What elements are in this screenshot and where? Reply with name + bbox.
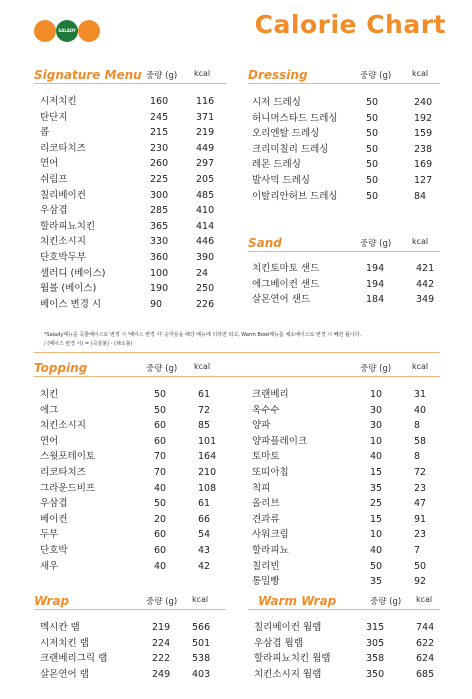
item-grams: 194	[366, 278, 385, 290]
menu-row	[40, 481, 226, 497]
item-name: 쉬림프	[40, 173, 68, 185]
logo-right-dot	[78, 20, 100, 42]
item-kcal: 421	[416, 263, 435, 274]
section-title: Topping	[34, 361, 88, 375]
item-grams: 230	[150, 142, 169, 154]
menu-row	[40, 110, 226, 126]
section-title: Wrap	[34, 594, 70, 608]
menu-row	[252, 465, 440, 481]
item-kcal: 47	[414, 498, 427, 510]
item-grams: 35	[370, 576, 383, 588]
item-grams: 50	[366, 190, 379, 202]
grams-header: 중량 (g)	[360, 364, 392, 374]
item-kcal: 297	[196, 158, 215, 170]
item-kcal: 159	[414, 128, 433, 140]
grams-header: 중량 (g)	[360, 71, 392, 81]
item-kcal: 8	[414, 451, 421, 463]
menu-row	[40, 234, 226, 250]
menu-row	[252, 574, 440, 590]
item-kcal: 164	[198, 451, 217, 463]
menu-row	[40, 559, 226, 575]
item-name: 리코타치즈	[40, 142, 86, 154]
item-grams: 365	[150, 220, 169, 232]
rows	[248, 620, 440, 682]
item-grams: 305	[366, 637, 385, 649]
menu-row	[252, 527, 440, 543]
menu-row	[40, 418, 226, 434]
menu-row	[40, 434, 226, 450]
item-grams: 90	[150, 298, 163, 310]
item-name: 치킨토마토 샌드	[252, 263, 320, 274]
item-kcal: 72	[414, 466, 427, 478]
item-kcal: 50	[414, 560, 427, 572]
menu-row	[254, 620, 440, 636]
item-name: 베이스 변경 시	[40, 298, 102, 310]
rows	[34, 94, 226, 312]
menu-row	[40, 496, 226, 512]
item-kcal: 24	[196, 267, 209, 279]
menu-row	[40, 297, 226, 313]
item-name: 시저치킨 랩	[40, 637, 89, 649]
item-kcal: 566	[192, 622, 211, 633]
signature-section	[34, 68, 226, 312]
menu-row	[40, 527, 226, 543]
kcal-header: kcal	[412, 362, 429, 371]
item-kcal: 23	[414, 529, 427, 541]
item-kcal: 449	[196, 142, 215, 154]
section-header	[248, 594, 440, 610]
item-name: 오리엔탈 드레싱	[252, 128, 320, 140]
item-name: 치킨소시지	[40, 420, 86, 432]
item-grams: 15	[370, 466, 383, 478]
menu-row	[252, 142, 440, 158]
menu-row	[252, 512, 440, 528]
menu-row	[252, 126, 440, 142]
item-kcal: 442	[416, 278, 435, 290]
item-name: 할라피뇨	[252, 544, 289, 556]
item-name: 에그베이컨 샌드	[252, 278, 320, 290]
menu-row	[252, 481, 440, 497]
item-grams: 249	[152, 668, 171, 680]
item-name: 올리브	[252, 498, 280, 510]
item-kcal: 219	[196, 127, 215, 139]
page-title: Calorie Chart	[254, 10, 446, 39]
item-grams: 40	[154, 560, 167, 572]
item-kcal: 238	[414, 143, 433, 155]
item-kcal: 40	[414, 404, 427, 416]
item-kcal: 192	[414, 112, 433, 124]
item-kcal: 58	[414, 435, 427, 447]
menu-row	[40, 172, 226, 188]
item-kcal: 240	[414, 97, 433, 108]
item-grams: 60	[154, 420, 167, 432]
wrap-section	[34, 594, 226, 682]
item-kcal: 250	[196, 283, 215, 295]
item-kcal: 54	[198, 529, 211, 541]
item-kcal: 61	[198, 389, 211, 400]
item-kcal: 538	[192, 653, 211, 665]
item-kcal: 85	[198, 420, 211, 432]
item-kcal: 685	[416, 668, 435, 680]
item-kcal: 446	[196, 236, 215, 248]
menu-row	[40, 512, 226, 528]
item-name: 샐러디 (베이스)	[40, 267, 106, 279]
sand-section	[248, 236, 440, 308]
menu-row	[40, 281, 226, 297]
menu-row	[40, 94, 226, 110]
item-kcal: 108	[198, 482, 217, 494]
item-name: 새우	[40, 560, 59, 572]
rows	[252, 387, 440, 590]
item-name: 치킨	[40, 389, 59, 400]
logo-left-dot	[34, 20, 56, 42]
item-name: 견과류	[252, 513, 280, 525]
menu-row	[252, 559, 440, 575]
item-grams: 285	[150, 205, 169, 217]
menu-row	[40, 449, 226, 465]
item-name: 칠리빈	[252, 560, 280, 572]
item-name: 콥	[40, 127, 50, 139]
item-grams: 70	[154, 451, 167, 463]
item-kcal: 43	[198, 544, 211, 556]
item-grams: 50	[370, 560, 383, 572]
menu-row	[40, 141, 226, 157]
note-line-1: *Salady메뉴를 곡물베이스로 변경 시 '베이스 변경 시' 숫자들을 해당 메뉴에 더하면 되고, Warm Bowl메뉴를 채소베이스로 변경 시 빼면 됩니다.	[44, 332, 362, 338]
item-name: 토마토	[252, 451, 280, 463]
item-name: 또띠아칩	[252, 466, 289, 478]
item-kcal: 91	[414, 513, 427, 525]
kcal-header: kcal	[194, 69, 211, 78]
item-kcal: 501	[192, 637, 211, 649]
menu-row	[252, 449, 440, 465]
menu-row	[40, 203, 226, 219]
item-name: 발사믹 드레싱	[252, 174, 311, 186]
note-line-2: / (베이스 변경 시) = (곡물볼) - (채소볼)	[44, 341, 133, 347]
rows	[248, 95, 440, 204]
grams-header: 중량 (g)	[146, 71, 178, 81]
item-grams: 194	[366, 263, 385, 274]
item-name: 단호박두부	[40, 251, 86, 263]
item-name: 사워크림	[252, 529, 289, 541]
menu-row	[40, 387, 226, 403]
menu-row	[40, 219, 226, 235]
item-name: 통밀빵	[252, 576, 280, 588]
item-name: 멕시칸 랩	[40, 622, 80, 633]
menu-row	[252, 418, 440, 434]
item-grams: 50	[366, 112, 379, 124]
item-name: 살몬연어 샌드	[252, 294, 311, 306]
item-kcal: 116	[196, 96, 215, 107]
item-grams: 60	[154, 529, 167, 541]
item-name: 스윗포테이토	[40, 451, 96, 463]
item-grams: 15	[370, 513, 383, 525]
kcal-header: kcal	[416, 595, 433, 604]
item-name: 두부	[40, 529, 59, 541]
item-grams: 50	[366, 143, 379, 155]
item-grams: 50	[366, 159, 379, 171]
item-kcal: 169	[414, 159, 433, 171]
section-title: Sand	[248, 236, 282, 250]
menu-row	[40, 188, 226, 204]
item-kcal: 622	[416, 637, 435, 649]
dressing-section	[248, 68, 440, 204]
item-kcal: 127	[414, 174, 433, 186]
item-kcal: 403	[192, 668, 211, 680]
logo-text: SALADY	[58, 28, 76, 33]
section-title: Signature Menu	[34, 68, 142, 82]
item-grams: 225	[150, 173, 169, 185]
section-header	[248, 68, 440, 84]
menu-row	[40, 465, 226, 481]
item-grams: 245	[150, 111, 169, 123]
section-title: Warm Wrap	[258, 594, 337, 608]
menu-row	[254, 651, 440, 667]
menu-row	[252, 111, 440, 127]
item-kcal: 744	[416, 622, 435, 633]
item-kcal: 390	[196, 251, 215, 263]
item-kcal: 8	[414, 420, 421, 432]
item-name: 웜볼 (베이스)	[40, 283, 97, 295]
item-name: 우삼겹	[40, 498, 68, 510]
warm-wrap-section	[248, 594, 440, 682]
item-name: 에그	[40, 404, 59, 416]
item-grams: 50	[366, 174, 379, 186]
grams-header: 중량 (g)	[370, 597, 402, 607]
salady-logo	[34, 20, 100, 42]
item-grams: 40	[154, 482, 167, 494]
item-name: 허니머스타드 드레싱	[252, 112, 338, 124]
item-grams: 60	[154, 544, 167, 556]
menu-row	[40, 636, 226, 652]
item-grams: 20	[154, 513, 167, 525]
item-grams: 360	[150, 251, 169, 263]
base-change-note	[44, 331, 454, 349]
item-name: 그라운드비프	[40, 482, 96, 494]
item-name: 크랜베리그릭 랩	[40, 653, 108, 665]
menu-row	[252, 292, 440, 308]
item-kcal: 485	[196, 189, 215, 201]
item-name: 탄단지	[40, 111, 68, 123]
item-grams: 70	[154, 466, 167, 478]
item-name: 크랜베리	[252, 389, 289, 400]
item-name: 베이컨	[40, 513, 68, 525]
item-kcal: 7	[414, 544, 421, 556]
menu-row	[40, 125, 226, 141]
item-grams: 10	[370, 435, 383, 447]
menu-row	[40, 403, 226, 419]
item-name: 단호박	[40, 544, 68, 556]
item-grams: 50	[154, 404, 167, 416]
kcal-header: kcal	[192, 595, 209, 604]
item-name: 양파	[252, 420, 271, 432]
menu-row	[254, 636, 440, 652]
item-kcal: 210	[198, 466, 217, 478]
item-grams: 50	[366, 97, 379, 108]
item-kcal: 226	[196, 298, 215, 310]
menu-row	[40, 651, 226, 667]
item-grams: 50	[154, 498, 167, 510]
item-grams: 215	[150, 127, 169, 139]
rows	[34, 620, 226, 682]
item-grams: 40	[370, 544, 383, 556]
item-kcal: 42	[198, 560, 211, 572]
item-kcal: 72	[198, 404, 211, 416]
item-grams: 184	[366, 294, 385, 306]
item-grams: 350	[366, 668, 385, 680]
item-name: 연어	[40, 158, 59, 170]
item-name: 치킨소시지 웜랩	[254, 668, 322, 680]
item-name: 할라피뇨치킨	[40, 220, 96, 232]
section-divider	[34, 352, 440, 353]
item-grams: 10	[370, 529, 383, 541]
item-name: 치킨소시지	[40, 236, 86, 248]
item-grams: 35	[370, 482, 383, 494]
menu-row	[252, 403, 440, 419]
item-kcal: 66	[198, 513, 211, 525]
item-kcal: 23	[414, 482, 427, 494]
item-name: 칠리베이컨	[40, 189, 86, 201]
item-grams: 330	[150, 236, 169, 248]
item-kcal: 349	[416, 294, 435, 306]
section-header	[34, 361, 440, 377]
menu-row	[40, 250, 226, 266]
topping-section	[34, 361, 440, 588]
menu-row	[252, 387, 440, 403]
menu-row	[40, 156, 226, 172]
section-title: Dressing	[248, 68, 308, 82]
item-name: 우삼겹	[40, 205, 68, 217]
menu-row	[252, 95, 440, 111]
menu-row	[252, 189, 440, 205]
item-kcal: 410	[196, 205, 215, 217]
item-name: 양파플레이크	[252, 435, 308, 447]
item-kcal: 31	[414, 389, 427, 400]
kcal-header: kcal	[194, 362, 211, 371]
grams-header: 중량 (g)	[146, 364, 178, 374]
rows	[248, 261, 440, 308]
grams-header: 중량 (g)	[146, 597, 178, 607]
item-name: 칙피	[252, 482, 271, 494]
item-grams: 100	[150, 267, 169, 279]
item-name: 크리미칠리 드레싱	[252, 143, 329, 155]
item-grams: 300	[150, 189, 169, 201]
item-kcal: 205	[196, 173, 215, 185]
item-grams: 224	[152, 637, 171, 649]
section-header	[34, 594, 226, 610]
item-name: 시저 드레싱	[252, 97, 301, 108]
menu-row	[40, 620, 226, 636]
menu-row	[252, 496, 440, 512]
item-kcal: 61	[198, 498, 211, 510]
item-grams: 50	[154, 389, 167, 400]
logo-center-dot	[56, 20, 78, 42]
grams-header: 중량 (g)	[360, 239, 392, 249]
item-grams: 60	[154, 435, 167, 447]
menu-row	[252, 173, 440, 189]
menu-row	[40, 667, 226, 683]
item-kcal: 414	[196, 220, 215, 232]
menu-row	[252, 543, 440, 559]
item-name: 우삼겹 웜랩	[254, 637, 303, 649]
kcal-header: kcal	[412, 237, 429, 246]
menu-row	[40, 266, 226, 282]
item-grams: 25	[370, 498, 383, 510]
menu-row	[254, 667, 440, 683]
rows	[40, 387, 226, 574]
menu-row	[252, 261, 440, 277]
item-name: 레몬 드레싱	[252, 159, 301, 171]
item-grams: 50	[366, 128, 379, 140]
menu-row	[40, 543, 226, 559]
menu-row	[252, 157, 440, 173]
item-kcal: 624	[416, 653, 435, 665]
item-grams: 358	[366, 653, 385, 665]
item-grams: 219	[152, 622, 171, 633]
item-name: 살몬연어 랩	[40, 668, 89, 680]
item-name: 칠리베이컨 웜랩	[254, 622, 322, 633]
item-kcal: 92	[414, 576, 427, 588]
item-kcal: 371	[196, 111, 215, 123]
item-name: 할라피뇨치킨 웜랩	[254, 653, 331, 665]
menu-row	[252, 434, 440, 450]
item-name: 옥수수	[252, 404, 280, 416]
item-kcal: 84	[414, 190, 427, 202]
item-grams: 190	[150, 283, 169, 295]
item-grams: 260	[150, 158, 169, 170]
item-grams: 10	[370, 389, 383, 400]
item-name: 이탈리안허브 드레싱	[252, 190, 338, 202]
kcal-header: kcal	[412, 69, 429, 78]
item-grams: 222	[152, 653, 171, 665]
item-name: 시저치킨	[40, 96, 77, 107]
item-kcal: 101	[198, 435, 217, 447]
section-header	[248, 236, 440, 252]
item-grams: 40	[370, 451, 383, 463]
item-grams: 315	[366, 622, 385, 633]
menu-row	[252, 277, 440, 293]
item-grams: 160	[150, 96, 169, 107]
section-header	[34, 68, 226, 84]
item-name: 연어	[40, 435, 59, 447]
item-grams: 30	[370, 404, 383, 416]
item-name: 리코타치즈	[40, 466, 86, 478]
item-grams: 30	[370, 420, 383, 432]
